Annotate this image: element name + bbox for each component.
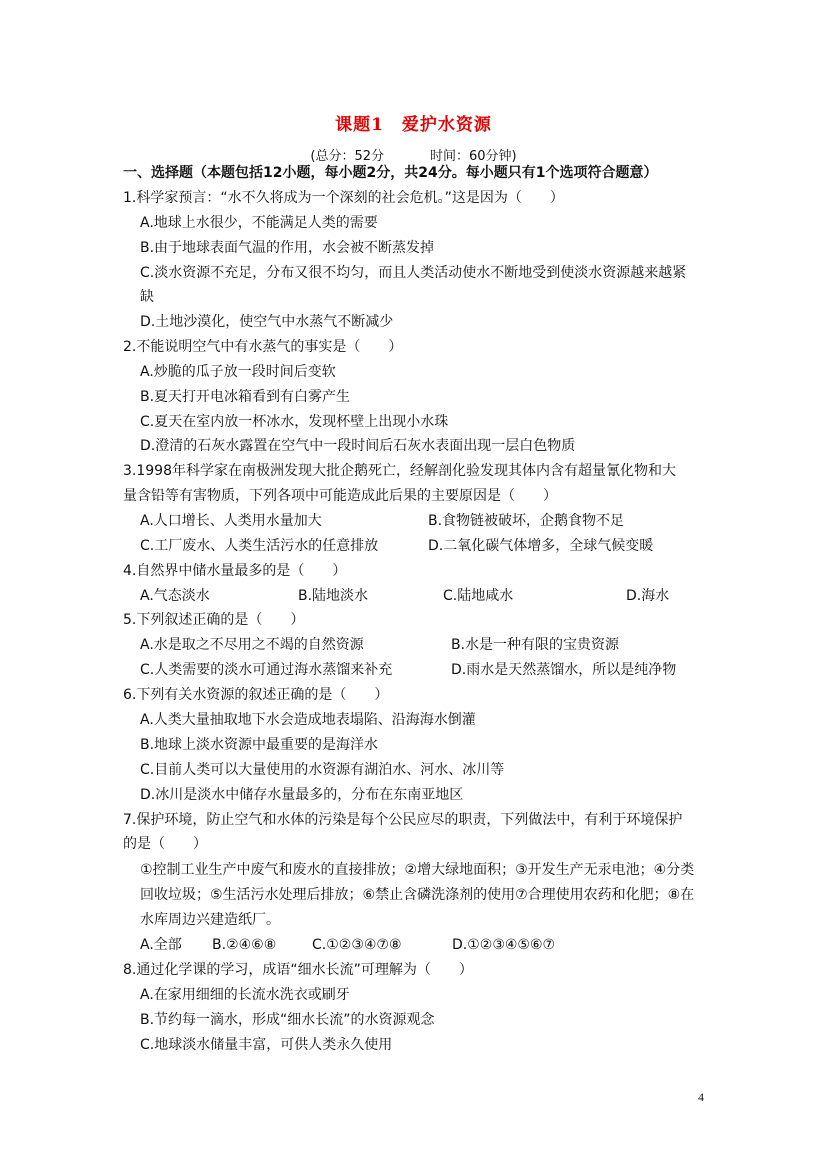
question-4-option-c: C.陆地咸水 [443,588,514,604]
exam-info [0,145,827,164]
question-4-option-d: D.海水 [626,588,670,604]
question-7-option-b: B.②④⑥⑧ [212,937,277,953]
total-score: (总分：52分 [310,149,384,164]
question-5-option-a: A.水是取之不尽用之不竭的自然资源 [140,637,364,653]
question-7-option-c: C.①②③④⑦⑧ [312,937,402,953]
time-limit: 时间：60分钟) [430,149,517,164]
question-7-items-line-1: ①控制工业生产中废气和废水的直接排放；②增大绿地面积；③开发生产无汞电池；④分类 [140,862,695,878]
question-8-option-c: C.地球淡水储量丰富，可供人类永久使用 [140,1037,393,1053]
question-5-stem: 5.下列叙述正确的是（ ） [123,612,305,628]
question-3-option-d: D.二氧化碳气体增多，全球气候变暖 [428,538,654,554]
question-2-stem: 2.不能说明空气中有水蒸气的事实是（ ） [123,339,403,355]
question-7-items-line-3: 水库周边兴建造纸厂。 [140,912,280,928]
question-5-option-c: C.人类需要的淡水可通过海水蒸馏来补充 [140,662,393,678]
question-1-option-a: A.地球上水很少，不能满足人类的需要 [140,215,378,231]
question-4-option-b: B.陆地淡水 [298,588,369,604]
question-2-option-b: B.夏天打开电冰箱看到有白雾产生 [140,389,351,405]
page-title: 课题1 爱护水资源 [335,115,492,135]
question-2-option-a: A.炒脆的瓜子放一段时间后变软 [140,364,336,380]
question-6-option-b: B.地球上淡水资源中最重要的是海洋水 [140,737,379,753]
question-7-stem: 7.保护环境，防止空气和水体的污染是每个公民应尽的职责，下列做法中，有利于环境保护 [123,812,683,828]
question-5-option-b: B.水是一种有限的宝贵资源 [451,637,620,653]
question-6-option-c: C.目前人类可以大量使用的水资源有湖泊水、河水、冰川等 [140,762,505,778]
question-4-stem: 4.自然界中储水量最多的是（ ） [123,563,347,579]
section-header: 一、选择题（本题包括12小题，每小题2分，共24分。每小题只有1个选项符合题意） [123,165,658,181]
page-number: 4 [698,1090,704,1104]
question-3-stem-cont: 量含铅等有害物质，下列各项中可能造成此后果的主要原因是（ ） [123,488,557,504]
question-4-option-a: A.气态淡水 [140,588,210,604]
question-7-stem-cont: 的是（ ） [123,836,207,852]
question-3-option-a: A.人口增长、人类用水量加大 [140,513,322,529]
question-7-option-a: A.全部 [140,937,182,953]
question-6-option-d: D.冰川是淡水中储存水量最多的，分布在东南亚地区 [140,787,464,803]
question-6-option-a: A.人类大量抽取地下水会造成地表塌陷、沿海海水倒灌 [140,712,476,728]
question-8-option-b: B.节约每一滴水，形成“细水长流”的水资源观念 [140,1012,435,1028]
question-1-option-c: C.淡水资源不充足，分布又很不均匀，而且人类活动使水不断地受到使淡水资源越来越紧 [140,265,687,281]
question-7-option-d: D.①②③④⑤⑥⑦ [452,937,556,953]
question-1-option-d: D.土地沙漠化，使空气中水蒸气不断减少 [140,314,394,330]
question-7-items-line-2: 回收垃圾；⑤生活污水处理后排放；⑥禁止含磷洗涤剂的使用⑦合理使用农药和化肥；⑧在 [140,887,695,903]
question-8-option-a: A.在家用细细的长流水洗衣或刷牙 [140,987,350,1003]
question-8-stem: 8.通过化学课的学习，成语“细水长流”可理解为（ ） [123,962,473,978]
question-3-stem: 3.1998年科学家在南极洲发现大批企鹅死亡，经解剖化验发现其体内含有超量氰化物和大 [123,463,676,479]
question-2-option-c: C.夏天在室内放一杯冰水，发现杯壁上出现小水珠 [140,414,449,430]
question-2-option-d: D.澄清的石灰水露置在空气中一段时间后石灰水表面出现一层白色物质 [140,438,576,454]
question-1-option-b: B.由于地球表面气温的作用，水会被不断蒸发掉 [140,240,435,256]
question-5-option-d: D.雨水是天然蒸馏水，所以是纯净物 [451,662,677,678]
question-3-option-c: C.工厂废水、人类生活污水的任意排放 [140,538,379,554]
question-6-stem: 6.下列有关水资源的叙述正确的是（ ） [123,687,389,703]
question-1-stem: 1.科学家预言：“水不久将成为一个深刻的社会危机。”这是因为（ ） [123,190,564,206]
question-3-option-b: B.食物链被破坏，企鹅食物不足 [428,513,625,529]
question-1-option-c-cont: 缺 [140,289,154,305]
